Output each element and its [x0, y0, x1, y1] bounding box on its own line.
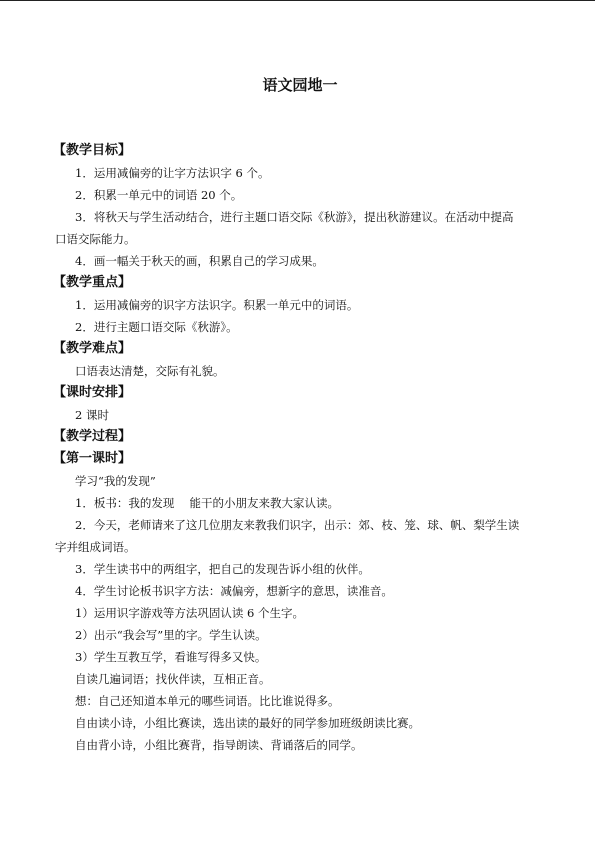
schedule-heading: 【课时安排】	[53, 385, 132, 400]
lesson1-step-3: 3．学生读书中的两组字，把自己的发现告诉小组的伙伴。	[75, 562, 370, 576]
lesson1-free-read: 自由读小诗，小组比赛读，选出读的最好的同学参加班级朗读比赛。	[75, 716, 420, 730]
lesson1-step-2: 2．今天，老师请来了这几位朋友来教我们识字，出示：郊、枝、笼、球、帆、梨学生读	[75, 518, 520, 532]
lesson1-free-recite: 自由背小诗，小组比赛背，指导朗读、背诵落后的同学。	[75, 738, 363, 752]
lesson1-intro: 学习“我的发现”	[75, 474, 156, 488]
lesson1-sub-3: 3）学生互教互学，看谁写得多又快。	[75, 650, 267, 664]
lesson1-step-4: 4．学生讨论板书识字方法：减偏旁，想新字的意思，读准音。	[75, 584, 393, 598]
lesson1-step-1: 1．板书：我的发现 能干的小朋友来教大家认读。	[75, 496, 339, 510]
lesson1-think: 想：自己还知道本单元的哪些词语。比比谁说得多。	[75, 694, 340, 708]
goals-heading: 【教学目标】	[53, 143, 132, 158]
lesson1-sub-1: 1）运用识字游戏等方法巩固认读 6 个生字。	[75, 606, 304, 620]
process-heading: 【教学过程】	[53, 429, 132, 444]
difficulties-item-1: 口语表达清楚，交际有礼貌。	[75, 364, 225, 378]
goals-item-3: 3．将秋天与学生活动结合，进行主题口语交际《秋游》，提出秋游建议。在活动中提高	[75, 210, 514, 224]
goals-item-4: 4．画一幅关于秋天的画，积累自己的学习成果。	[75, 254, 324, 268]
lesson1-sub-2: 2）出示“我会写”里的字。学生认读。	[75, 628, 267, 642]
goals-item-2: 2．积累一单元中的词语 20 个。	[75, 188, 243, 202]
key-points-item-1: 1．运用减偏旁的识字方法识字。积累一单元中的词语。	[75, 298, 359, 312]
lesson1-heading: 【第一课时】	[53, 451, 132, 466]
lesson1-read-words: 自读几遍词语；找伙伴读，互相正音。	[75, 672, 271, 686]
key-points-heading: 【教学重点】	[53, 275, 132, 290]
goals-item-3-continued: 口语交际能力。	[55, 232, 136, 246]
top-rule	[0, 0, 595, 1]
goals-item-1: 1．运用减偏旁的让字方法识字 6 个。	[75, 166, 270, 180]
document-title: 语文园地一	[262, 76, 338, 94]
schedule-item-1: 2 课时	[75, 408, 109, 422]
lesson1-step-2-continued: 字并组成词语。	[55, 540, 136, 554]
key-points-item-2: 2．进行主题口语交际《秋游》。	[75, 320, 238, 334]
difficulties-heading: 【教学难点】	[53, 341, 132, 356]
